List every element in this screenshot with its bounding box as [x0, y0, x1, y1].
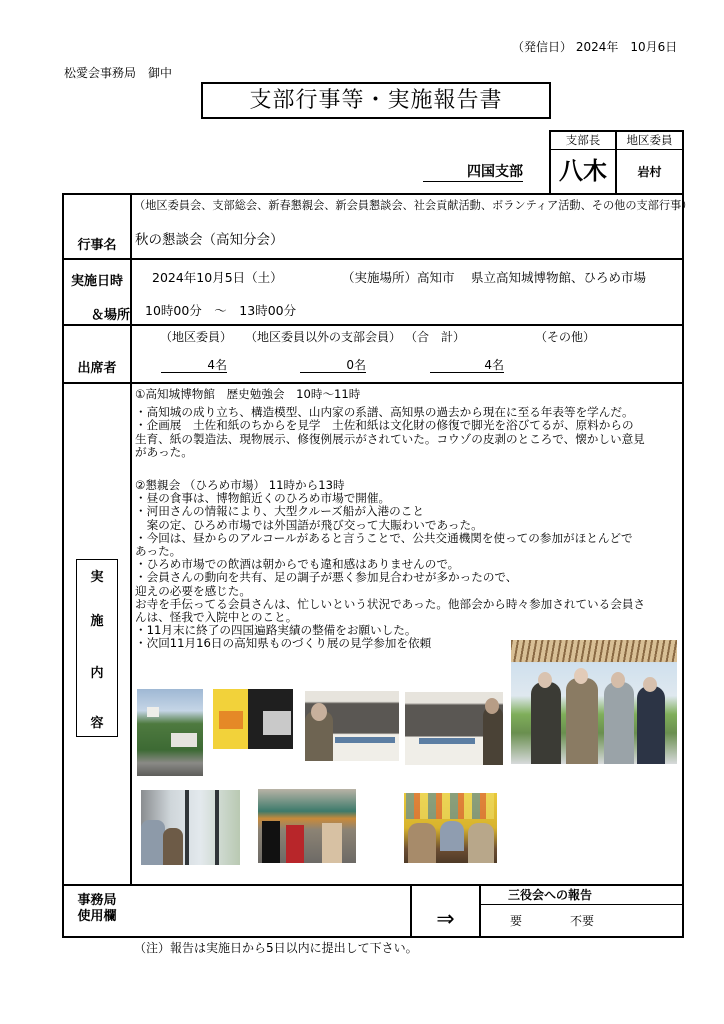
details-label-box	[76, 559, 118, 737]
photo-kochi-castle	[137, 689, 203, 776]
attendee-count-members: 0名	[300, 358, 366, 373]
office-label-line2: 使用欄	[77, 909, 117, 924]
event-time: 10時00分 ～ 13時00分	[145, 303, 297, 318]
group-photo-museum-terrace	[511, 640, 677, 764]
photo-museum-timeline-1	[305, 691, 399, 761]
details-line: ①高知城博物館 歴史勉強会 10時～11時	[135, 387, 361, 401]
event-place	[342, 271, 646, 285]
details-line: ・次回11月16日の高知県ものづくり展の見学参加を依頼	[135, 636, 432, 651]
photo-hirome-market-entrance	[258, 789, 356, 863]
details-line: お寺を手伝ってる会員さんは、忙しいという状況であった。他部会から時々参加されている会員さ	[135, 596, 646, 611]
photo-window-view	[141, 790, 240, 865]
chief-name: 八木	[559, 157, 607, 185]
addressee: 松愛会事務局 御中	[64, 66, 173, 80]
arrow-icon: ⇒	[436, 907, 455, 932]
issue-date-label: （発信日）	[512, 40, 573, 54]
chief-label: 支部長	[565, 133, 601, 147]
attendee-header-members: （地区委員以外の支部会員）	[245, 330, 402, 344]
photo-toast	[404, 793, 497, 863]
details-line: ・高知城の成り立ち、構造模型、山内家の系譜、高知県の過去から現在に至る年表等を学んだ。	[135, 405, 634, 420]
option-required[interactable]: 要	[510, 914, 523, 928]
details-line: があった。	[135, 444, 193, 459]
submission-note: （注）報告は実施日から5日以内に提出して下さい。	[134, 941, 418, 955]
page-title: 支部行事等・実施報告書	[249, 88, 503, 113]
details-line: 迎えの必要を感じた。	[135, 583, 251, 598]
committee-name: 岩村	[637, 165, 662, 179]
attendee-count-total: 4名	[430, 358, 504, 373]
title-box	[201, 82, 551, 119]
details-label-char: 施	[90, 614, 104, 629]
details-text	[135, 388, 680, 651]
issue-date	[512, 40, 677, 54]
place-prefix: （実施場所）	[342, 270, 418, 285]
branch-name: 四国支部	[423, 164, 523, 182]
office-label	[64, 893, 130, 925]
details-line: ・会員さんの動向を共有、足の調子が悪く参加見合わせが多かったので、	[135, 570, 518, 585]
event-label: 行事名	[77, 238, 117, 253]
details-line: ・企画展 土佐和紙のちからを見学 土佐和紙は文化財の修復で脚光を浴びてるが、原料からの	[135, 418, 634, 433]
attendees-label: 出席者	[77, 361, 117, 376]
issue-date-value: 2024年 10月6日	[575, 40, 678, 54]
details-line: ・昼の食事は、博物館近くのひろめ市場で開催。	[135, 491, 391, 506]
event-name: 秋の懇談会（高知分会）	[135, 232, 284, 248]
details-line: ②懇親会 （ひろめ市場） 11時から13時	[135, 478, 345, 493]
office-label-line1: 事務局	[77, 893, 117, 908]
details-line: ・ひろめ市場での飲酒は朝からでも違和感はありませんので。	[135, 557, 460, 572]
details-line: んは、怪我で入院中とのこと。	[135, 610, 298, 625]
details-line: ・河田さんの情報により、大型クルーズ船が入港のこと	[135, 504, 424, 519]
details-line: 案の定、ひろめ市場では外国語が飛び交って大賑わいであった。	[135, 517, 483, 532]
report-to-officers-title: 三役会への報告	[508, 888, 593, 902]
datetime-label: 実施日時	[70, 274, 123, 289]
details-line: あった。	[135, 544, 182, 559]
photo-museum-timeline-2	[405, 692, 503, 765]
event-hint: （地区委員会、支部総会、新春懇親会、新会員懇談会、社会貢献活動、ボランティア活動、その他の支部行事）	[134, 199, 693, 212]
details-line: ・11月末に終了の四国遍路実績の整備をお願いした。	[135, 623, 417, 638]
details-label-char: 内	[90, 666, 104, 681]
details-line: ・今回は、昼からのアルコールがあると言うことで、公共交通機関を使っての参加がほとんどで	[135, 530, 633, 545]
attendee-header-committee: （地区委員）	[160, 330, 233, 344]
event-date: 2024年10月5日（土）	[152, 270, 283, 285]
attendee-count-committee: 4名	[161, 358, 227, 373]
details-label-char: 容	[90, 716, 104, 731]
details-label-char: 実	[90, 570, 104, 585]
photo-washi-exhibition-poster	[213, 689, 293, 749]
place-value: 高知市 県立高知城博物館、ひろめ市場	[417, 270, 646, 285]
option-not-required[interactable]: 不要	[570, 914, 595, 928]
attendee-header-other: （その他）	[535, 330, 596, 344]
details-line	[135, 459, 680, 479]
attendee-header-total: （合 計）	[405, 330, 466, 344]
details-line: 生育、紙の製造法、現物展示、修復例展示がされていた。コウゾの皮剥のところで、懐かしい意見	[135, 431, 645, 446]
committee-label: 地区委員	[626, 133, 673, 147]
place-label: ＆場所	[90, 308, 130, 323]
